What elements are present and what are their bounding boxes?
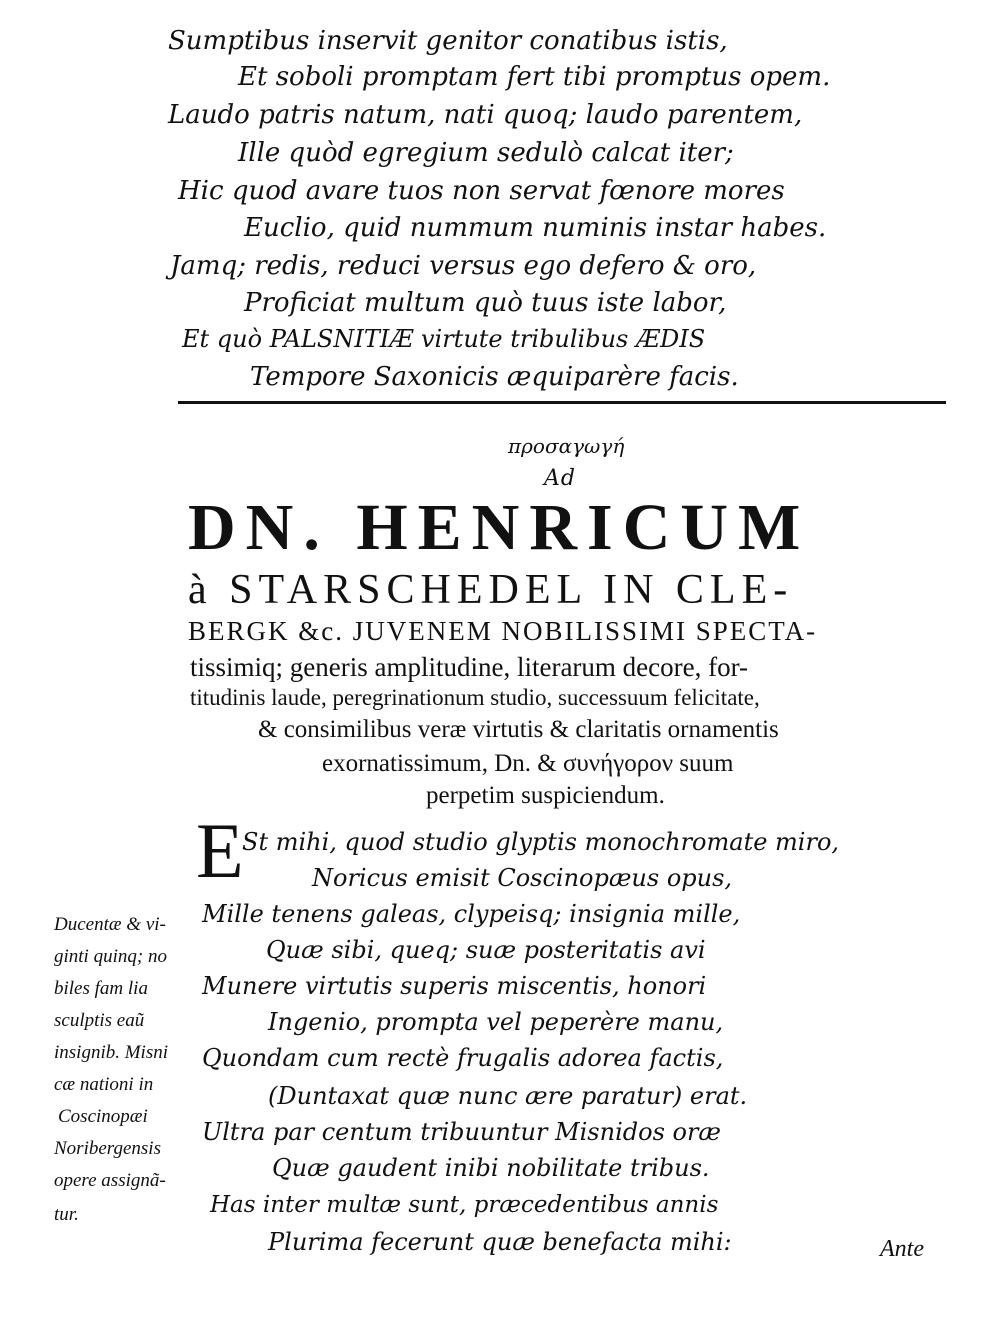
- poem-line-text: Ultra par centum tribuuntur Misnidos oræ: [202, 1118, 721, 1146]
- title-name: DN. HENRICUM: [188, 491, 811, 564]
- poem-line: Hic quod avare tuos non servat fœnore mores: [178, 176, 785, 206]
- margin-note-line: tur.: [54, 1204, 79, 1225]
- margin-note-line: biles fam lia: [54, 978, 148, 999]
- title-line-3: BERGK &c. JUVENEM NOBILISSIMI SPECTA-: [188, 616, 818, 646]
- margin-note-line: ginti quinq; no: [54, 946, 167, 967]
- margin-note-line: sculptis eaũ: [54, 1010, 145, 1031]
- poem-line: Has inter multæ sunt, præcedentibus annis: [210, 1192, 719, 1218]
- title-line-2: à STARSCHEDEL IN CLE-: [188, 567, 794, 613]
- margin-note-line: cæ nationi in: [54, 1074, 154, 1095]
- poem-line: Quondam cum rectè frugalis adorea factis,: [202, 1044, 724, 1072]
- ad-label: Ad: [544, 466, 576, 491]
- poem-line: Quæ gaudent inibi nobilitate tribus.: [272, 1154, 710, 1182]
- margin-note-line: Coscinopæi: [58, 1106, 148, 1127]
- poem-line: (Duntaxat quæ nunc ære paratur) erat.: [268, 1082, 748, 1110]
- margin-note-line: Ducentæ & vi-: [54, 914, 166, 935]
- poem-line: Sumptibus inservit genitor conatibus istis,: [168, 26, 728, 56]
- poem-line: Noricus emisit Coscinopæus opus,: [312, 864, 733, 892]
- poem-line: Ille quòd egregium sedulò calcat iter;: [238, 138, 734, 168]
- poem-line: Munere virtutis superis miscentis, honori: [202, 972, 707, 1000]
- margin-note-line: Noribergensis: [54, 1138, 161, 1159]
- poem-line: Ingenio, prompta vel peperère manu,: [268, 1008, 724, 1036]
- margin-note-line: insignib. Misni: [54, 1042, 169, 1063]
- drop-cap: E: [196, 807, 244, 894]
- dedication-line: exornatissimum, Dn. & συνήγορον suum: [322, 750, 734, 777]
- greek-heading: προσαγωγή: [508, 434, 625, 458]
- poem-line: Jamq; redis, reduci versus ego defero & oro,: [170, 251, 757, 281]
- poem-line: Quæ sibi, queq; suæ posteritatis avi: [266, 936, 706, 964]
- poem-line: Plurima fecerunt quæ benefacta mihi:: [268, 1228, 732, 1256]
- poem-line: Et quò PALSNITIÆ virtute tribulibus ÆDIS: [182, 325, 706, 353]
- poem-line: Proficiat multum quò tuus iste labor,: [244, 288, 727, 318]
- dedication-line: perpetim suspiciendum.: [426, 782, 665, 809]
- catchword: Ante: [880, 1236, 924, 1262]
- dedication-line: titudinis laude, peregrinationum studio, successuum felicitate,: [190, 685, 760, 710]
- poem-line: Mille tenens galeas, clypeisq; insignia mille,: [202, 900, 741, 928]
- poem-line: Euclio, quid nummum numinis instar habes.: [244, 213, 827, 243]
- divider-rule: [178, 401, 946, 404]
- poem-line: Tempore Saxonicis æquiparère facis.: [250, 362, 739, 392]
- poem-line: Et soboli promptam fert tibi promptus opem.: [238, 62, 831, 92]
- dedication-line: tissimiq; generis amplitudine, literarum decore, for-: [190, 652, 749, 682]
- dedication-line: & consimilibus veræ virtutis & claritatis ornamentis: [258, 716, 779, 743]
- poem-line: St mihi, quod studio glyptis monochromate miro,: [242, 828, 840, 856]
- poem-line: Laudo patris natum, nati quoq; laudo parentem,: [168, 100, 803, 130]
- poem-line: [202, 1120, 721, 1144]
- margin-note-line: opere assignã-: [54, 1170, 166, 1191]
